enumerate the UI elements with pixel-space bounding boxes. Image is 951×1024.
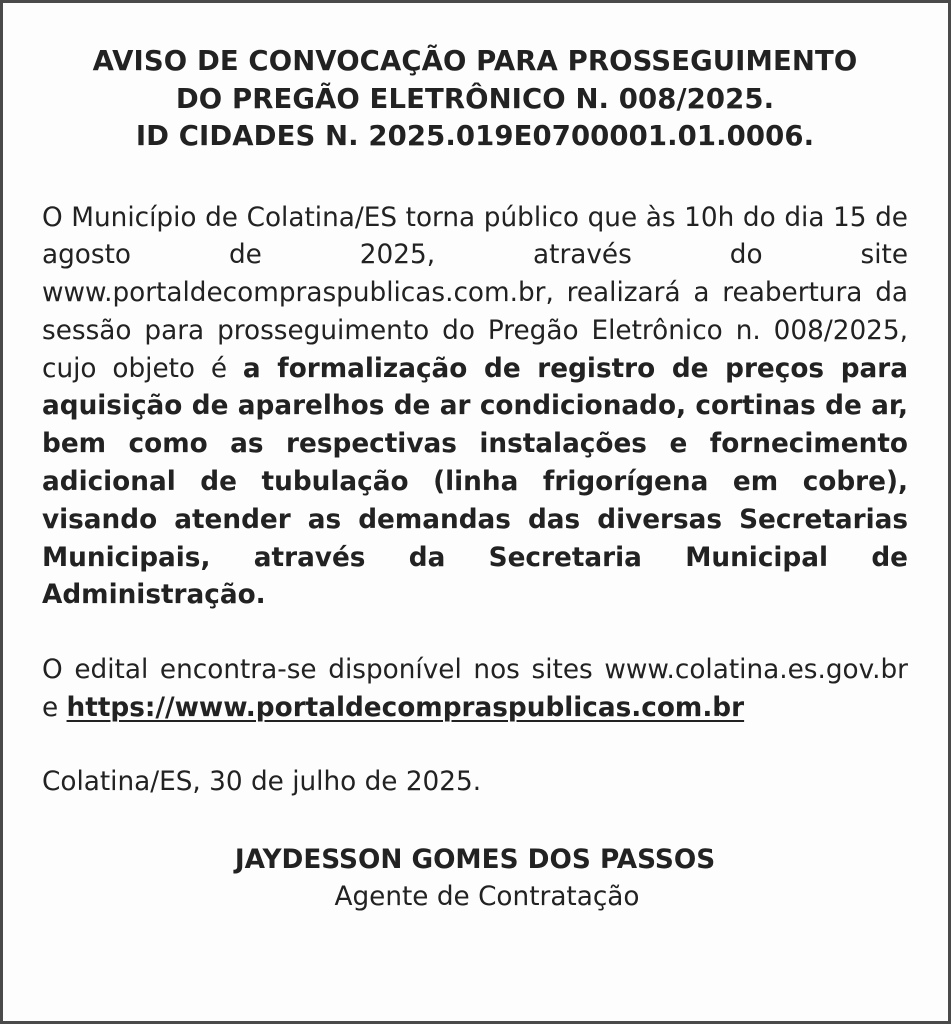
signer-name: JAYDESSON GOMES DOS PASSOS [234, 844, 716, 875]
announcement-text: O Município de Colatina/ES torna público que às 10h do dia 15 de agosto de 2025, através do site www.portaldecompraspublicas.com.br, realizará a reabertura da sessão para prosseguimento do Pregão Eletrônico n. 008/2025, cujo objeto é [42, 202, 908, 384]
edital-paragraph [42, 652, 908, 728]
object-description: a formalização de registro de preços para aquisição de aparelhos de ar condicionado, cortinas de ar, bem como as respectivas instalações e fornecimento adicional de tubulação (linha frigorígena em cobre), visando atender as demandas das diversas Secretarias Municipais, através da Secretaria Municipal de Administração. [42, 353, 908, 611]
title-line-1: AVISO DE CONVOCAÇÃO PARA PROSSEGUIMENTO [92, 45, 858, 77]
notice-title [42, 43, 908, 156]
title-line-2: DO PREGÃO ELETRÔNICO N. 008/2025. [175, 82, 775, 115]
portal-link[interactable]: https://www.portaldecompraspublicas.com.br [66, 693, 745, 724]
announcement-paragraph [42, 200, 908, 616]
title-line-3: ID CIDADES N. 2025.019E0700001.01.0006. [135, 120, 815, 152]
signer-role: Agente de Contratação [334, 881, 640, 912]
place-date: Colatina/ES, 30 de julho de 2025. [42, 766, 482, 797]
edital-text: O edital encontra-se disponível nos sites www.colatina.es.gov.br e [42, 655, 908, 724]
